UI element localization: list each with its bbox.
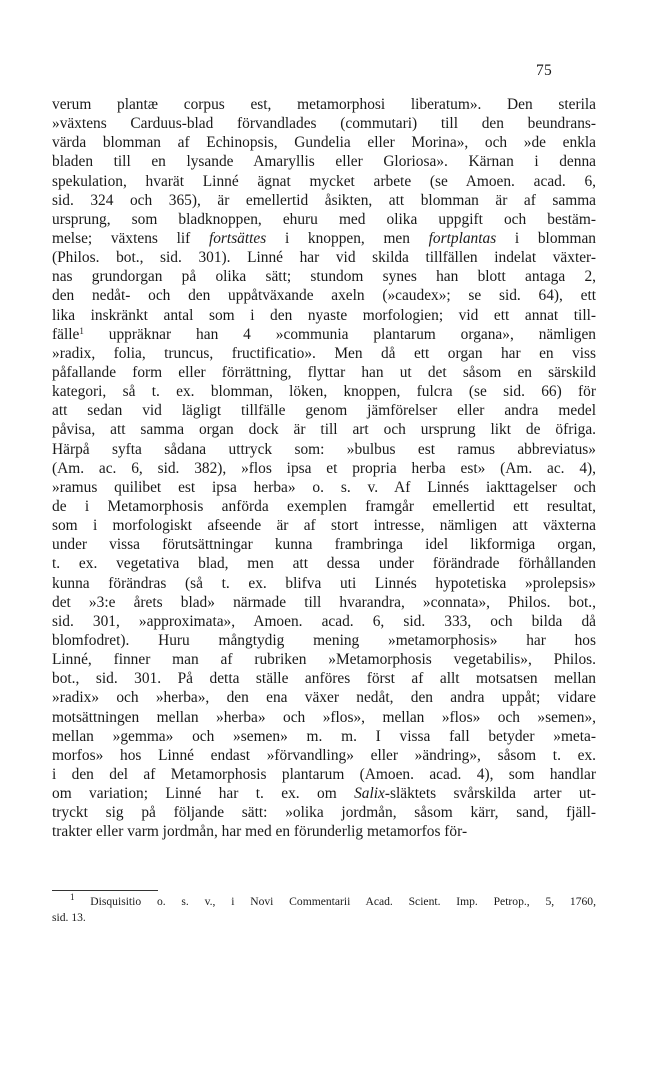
text-line: sid. 301, »approximata», Amoen. acad. 6, sid. 333, och bilda då <box>52 612 596 630</box>
text-line: blomfodret). Huru mångtydig mening »metamorphosis» har hos <box>52 631 596 649</box>
text-line: nas grundorgan på olika sätt; stundom synes han blott antaga 2, <box>52 268 596 286</box>
text-line: värda blomman af Echinopsis, Gundelia eller Morina», och »de enkla <box>52 134 596 152</box>
text-line: »radix, folia, truncus, fructificatio». Men då ett organ har en viss <box>52 344 596 362</box>
text-line <box>52 229 596 248</box>
text-line: t. ex. vegetativa blad, men att dessa under förändrade förhållanden <box>52 555 596 573</box>
text-line: Linné, finner man af rubriken »Metamorphosis vegetabilis», Philos. <box>52 651 596 669</box>
text-line: i den del af Metamorphosis plantarum (Amoen. acad. 4), som handlar <box>52 765 596 783</box>
text-line: det »3:e årets blad» närmade till hvarandra, »connata», Philos. bot., <box>52 593 596 611</box>
text-line: spekulation, hvarät Linné ägnat mycket arbete (se Amoen. acad. 6, <box>52 172 596 190</box>
text-line: verum plantæ corpus est, metamorphosi liberatum». Den sterila <box>52 96 596 113</box>
footnote-rule <box>52 890 158 891</box>
text-line: den nedåt- och den uppåtväxande axeln (»caudex»; se sid. 64), ett <box>52 287 596 305</box>
text-segment: -släktets svårskilda arter ut- <box>384 785 596 803</box>
italic-text: Salix <box>354 785 385 803</box>
text-line: sid. 324 och 365), är emellertid åsikten, att blomman är af samma <box>52 191 596 209</box>
text-segment: i knoppen, men <box>266 229 429 247</box>
text-line: kategori, så t. ex. blomman, löken, knoppen, fulcra (se sid. 66) för <box>52 383 596 401</box>
footnote-reference: 1 <box>79 325 84 336</box>
text-segment: om variation; Linné har t. ex. om <box>52 785 355 803</box>
text-line <box>52 784 596 803</box>
footnote-text: Disquisitio o. s. v., i Novi Commentarii Acad. Scient. Imp. Petrop., 5, 1760, <box>90 895 596 908</box>
body-text <box>52 95 596 841</box>
text-line: påvisa, att samma organ dock är till art och ursprung likt de öfriga. <box>52 421 596 439</box>
text-line: »växtens Carduus-blad förvandlades (commutari) till den beundrans- <box>52 115 596 133</box>
page-number: 75 <box>536 62 553 79</box>
footnote-line <box>52 894 596 910</box>
text-line: att sedan vid lägligt tillfälle genom jämförelser eller andra medel <box>52 402 596 420</box>
text-segment: melse; växtens lif <box>52 229 209 247</box>
text-line <box>52 325 596 344</box>
text-line: under vissa förutsättningar kunna frambringa idel likformiga organ, <box>52 536 596 554</box>
text-line: bladen till en lysande Amaryllis eller Gloriosa». Kärnan i denna <box>52 153 596 171</box>
italic-text: fortsättes <box>208 229 267 247</box>
text-line: »ramus quilibet est ipsa herba» o. s. v. Af Linnés iakttagelser och <box>52 478 596 496</box>
text-line: bot., sid. 301. På detta ställe anföres först af allt motsatsen mellan <box>52 670 596 688</box>
text-line: (Am. ac. 6, sid. 382), »flos ipsa et propria herba est» (Am. ac. 4), <box>52 459 596 477</box>
text-line: påfallande form eller förrättning, flyttar han ut det såsom en särskild <box>52 363 596 381</box>
footnote-line: sid. 13. <box>52 911 86 924</box>
footnote-marker: 1 <box>70 892 75 902</box>
text-line: lika inskränkt antal som i den nyaste morfologien; vid ett annat till- <box>52 306 596 324</box>
footnote <box>52 894 596 926</box>
text-line: kunna förändras (så t. ex. blifva uti Linnés hypotetiska »prolepsis» <box>52 574 596 592</box>
text-line: »radix» och »herba», den ena växer nedåt, den andra uppåt; vidare <box>52 689 596 707</box>
text-line: tryckt sig på följande sätt: »olika jordmån, såsom kärr, sand, fjäll- <box>52 804 596 822</box>
text-segment: fälle <box>52 325 80 343</box>
text-line: motsättningen mellan »herba» och »flos», mellan »flos» och »semen», <box>52 708 596 726</box>
text-line: (Philos. bot., sid. 301). Linné har vid skilda tillfällen indelat växter- <box>52 249 596 267</box>
text-line: Härpå syfta sådana uttryck som: »bulbus est ramus abbreviatus» <box>52 440 596 458</box>
text-segment: i blomman <box>496 229 596 247</box>
text-line: mellan »gemma» och »semen» m. m. I vissa fall betyder »meta- <box>52 727 596 745</box>
text-line: morfos» hos Linné endast »förvandling» eller »ändring», såsom t. ex. <box>52 746 596 764</box>
text-line: ursprung, som bladknoppen, ehuru med olika uppgift och bestäm- <box>52 210 596 228</box>
italic-text: fortplantas <box>428 229 497 247</box>
text-line: de i Metamorphosis anförda exemplen framgår emellertid ett resultat, <box>52 497 596 515</box>
text-line: som i morfologiskt afseende är af stort intresse, nämligen att växterna <box>52 517 596 535</box>
text-line: trakter eller varm jordmån, har med en förunderlig metamorfos för- <box>52 823 468 841</box>
text-segment: uppräknar han 4 »communia plantarum organa», nämligen <box>83 325 596 343</box>
